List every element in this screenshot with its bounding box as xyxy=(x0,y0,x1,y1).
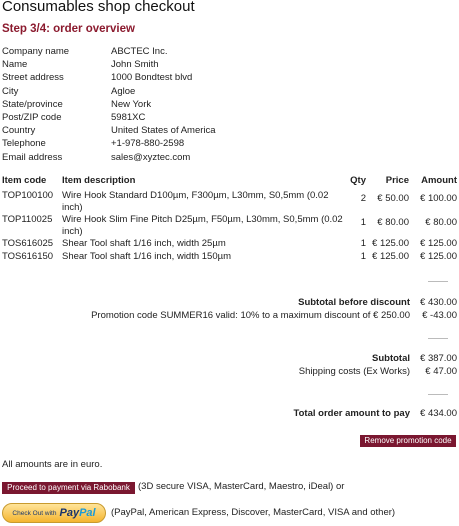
item-code: TOP100100 xyxy=(2,190,54,201)
customer-row xyxy=(2,71,216,84)
paypal-checkout-button[interactable] xyxy=(2,503,106,523)
table-row xyxy=(2,251,457,263)
item-qty: 1 xyxy=(360,217,366,228)
subtotal-before-discount-label: Subtotal before discount xyxy=(298,297,410,308)
rabobank-payment-button[interactable]: Proceed to payment via Rabobank xyxy=(2,482,135,494)
subtotal-label: Subtotal xyxy=(372,353,410,364)
item-description: Wire Hook Standard D100µm, F300µm, L30mm, S0,5mm (0.02 inch) xyxy=(62,190,329,213)
customer-value: United States of America xyxy=(111,125,216,137)
item-qty: 1 xyxy=(360,250,366,262)
customer-row xyxy=(2,111,216,124)
subtotal-before-discount-row xyxy=(2,297,457,308)
item-code: TOP110025 xyxy=(2,214,53,225)
customer-label: Country xyxy=(2,125,36,137)
total-value: € 434.00 xyxy=(420,408,457,419)
customer-value: +1-978-880-2598 xyxy=(111,138,185,150)
item-amount: € 100.00 xyxy=(420,193,457,204)
remove-promotion-code-button[interactable]: Remove promotion code xyxy=(360,435,456,447)
promotion-value: € -43.00 xyxy=(422,310,457,321)
paypal-button-caption: Check Out with xyxy=(12,509,57,517)
subtotal-value: € 387.00 xyxy=(420,353,457,364)
customer-label: Telephone xyxy=(2,138,46,150)
item-price: € 125.00 xyxy=(372,250,409,262)
customer-value: 5981XC xyxy=(111,111,146,123)
table-header xyxy=(2,175,457,189)
customer-label: State/province xyxy=(2,98,63,110)
customer-value: New York xyxy=(111,98,152,110)
customer-label: Name xyxy=(2,59,28,71)
table-row xyxy=(2,238,457,250)
promotion-row xyxy=(2,310,457,321)
step-heading: Step 3/4: order overview xyxy=(2,23,135,35)
item-description: Shear Tool shaft 1/16 inch, width 150µm xyxy=(62,250,232,262)
total-label: Total order amount to pay xyxy=(293,408,410,419)
paypal-logo-pay: Pay xyxy=(59,507,80,519)
subtotal-before-discount-value: € 430.00 xyxy=(420,297,457,308)
item-qty: 2 xyxy=(360,193,366,204)
paypal-logo xyxy=(59,507,95,519)
customer-value: sales@xyztec.com xyxy=(111,151,191,163)
customer-label: Post/ZIP code xyxy=(2,111,62,123)
table-row xyxy=(2,214,457,237)
divider xyxy=(428,338,448,339)
item-price: € 80.00 xyxy=(377,217,409,228)
item-amount: € 125.00 xyxy=(420,238,457,249)
customer-value: Agloe xyxy=(111,85,136,97)
customer-label: Company name xyxy=(2,46,70,57)
item-price: € 50.00 xyxy=(377,193,409,204)
customer-label: Street address xyxy=(2,72,64,84)
table-row xyxy=(2,190,457,213)
header-qty: Qty xyxy=(350,175,366,186)
customer-value: ABCTEC Inc. xyxy=(111,46,168,57)
header-price: Price xyxy=(385,175,409,186)
customer-label: Email address xyxy=(2,151,63,163)
paypal-logo-pal: Pal xyxy=(79,507,96,519)
divider xyxy=(428,394,448,395)
shipping-value: € 47.00 xyxy=(425,366,457,377)
page-title: Consumables shop checkout xyxy=(2,0,195,15)
header-item-code: Item code xyxy=(2,175,47,186)
item-amount: € 125.00 xyxy=(420,250,457,262)
item-price: € 125.00 xyxy=(372,238,409,249)
item-code: TOS616025 xyxy=(2,238,54,249)
currency-note: All amounts are in euro. xyxy=(2,459,103,470)
header-item-description: Item description xyxy=(62,175,136,186)
customer-row xyxy=(2,137,216,150)
customer-row xyxy=(2,45,216,58)
divider xyxy=(428,281,448,282)
shipping-label: Shipping costs (Ex Works) xyxy=(298,366,410,377)
total-row xyxy=(2,408,457,419)
rabobank-methods-text: (3D secure VISA, MasterCard, Maestro, iDeal) or xyxy=(138,481,345,492)
item-amount: € 80.00 xyxy=(425,217,457,228)
customer-row xyxy=(2,58,216,71)
customer-details xyxy=(2,45,216,164)
promotion-label: Promotion code SUMMER16 valid: 10% to a maximum discount of € 250.00 xyxy=(91,310,410,321)
customer-row xyxy=(2,151,216,164)
item-description: Wire Hook Slim Fine Pitch D25µm, F50µm, L30mm, S0,5mm (0.02 inch) xyxy=(62,214,343,237)
customer-row xyxy=(2,85,216,98)
customer-value: John Smith xyxy=(111,59,159,71)
item-qty: 1 xyxy=(360,238,366,249)
customer-label: City xyxy=(2,85,19,97)
item-code: TOS616150 xyxy=(2,250,54,262)
customer-row xyxy=(2,124,216,137)
shipping-row xyxy=(2,366,457,377)
order-items-table xyxy=(2,175,457,262)
customer-value: 1000 Bondtest blvd xyxy=(111,72,193,84)
item-description: Shear Tool shaft 1/16 inch, width 25µm xyxy=(62,238,226,249)
header-amount: Amount xyxy=(421,175,457,186)
customer-row xyxy=(2,98,216,111)
paypal-methods-text: (PayPal, American Express, Discover, MasterCard, VISA and other) xyxy=(111,507,396,518)
subtotal-row xyxy=(2,353,457,364)
